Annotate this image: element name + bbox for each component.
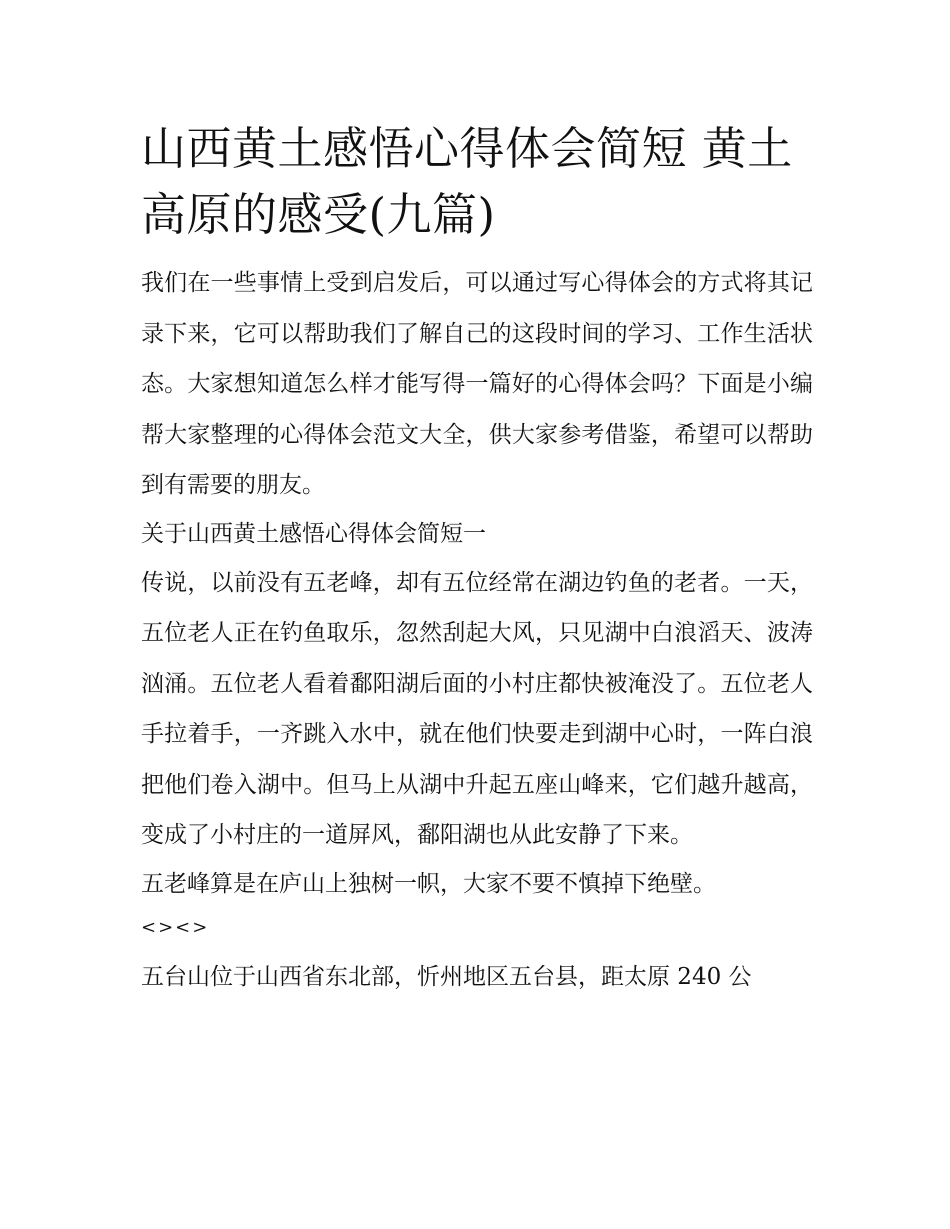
section-heading: 关于山西黄土感悟心得体会简短一 <box>141 520 486 547</box>
body-paragraph-legend: 传说，以前没有五老峰，却有五位经常在湖边钓鱼的老者。一天，五位老人正在钓鱼取乐，忽然刮起大风，只见湖中白浪滔天、波涛汹涌。五位老人看着鄱阳湖后面的小村庄都快被淹没了。五位老人手拉着手，一齐跳入水中，就在他们快要走到湖中心时，一阵白浪把他们卷入湖中。但马上从湖中升起五座山峰来，它们越升越高，变成了小村庄的一道屏风，鄱阳湖也从此安静了下来。 <box>141 569 813 848</box>
separator-mark: <><> <box>141 916 210 938</box>
body-paragraph-wutai: 五台山位于山西省东北部，忻州地区五台县，距太原 240 公 <box>141 963 752 990</box>
intro-paragraph: 我们在一些事情上受到启发后，可以通过写心得体会的方式将其记录下来，它可以帮助我们了解自己的这段时间的学习、工作生活状态。大家想知道怎么样才能写得一篇好的心得体会吗？下面是小编帮大家整理的心得体会范文大全，供大家参考借鉴，希望可以帮助到有需要的朋友。 <box>141 270 813 498</box>
document-body <box>141 116 813 1002</box>
document-title: 山西黄土感悟心得体会简短 黄土高原的感受(九篇) <box>141 122 793 241</box>
body-paragraph-note: 五老峰算是在庐山上独树一帜，大家不要不慎掉下绝壁。 <box>141 870 716 897</box>
